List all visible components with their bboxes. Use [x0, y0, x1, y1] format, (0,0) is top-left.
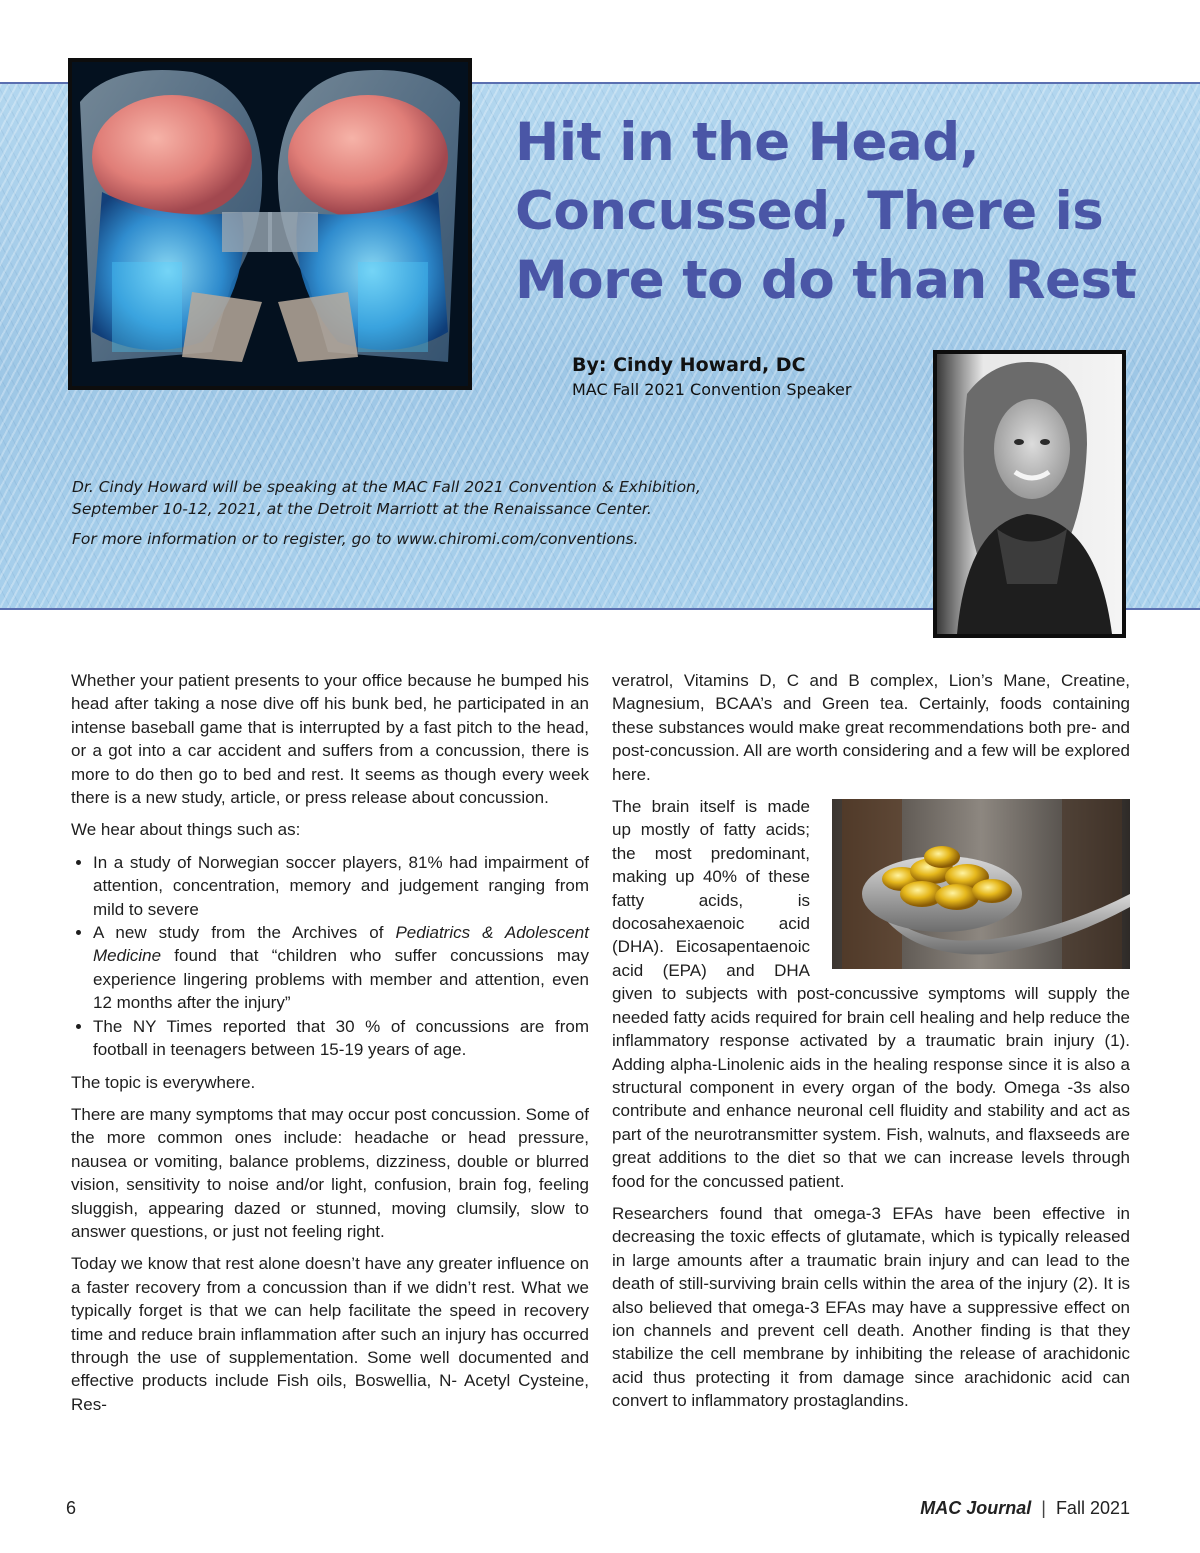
footer-separator: | — [1041, 1498, 1046, 1518]
journal-title: MAC Journal — [920, 1498, 1032, 1518]
paragraph: Whether your patient presents to your office because he bumped his head after taking a nose dive off his bunk bed, he participated in an intense baseball game that is interrupted by a fast pitch to the head, or a got into a car accident and suffers from a concussion, there is more to do then go to bed and rest. It seems as though every week there is a new study, article, or press release about concussion. — [71, 671, 589, 808]
helmets-xray-illustration — [72, 62, 468, 386]
list-item-text: found that “children who suffer concussions may experience lingering problems with member and attention, even 12 months after the injury” — [93, 946, 589, 1013]
list-item: • In a study of Norwegian soccer players, 81% had impairment of attention, concentration, memory and judgement ranging from mild to severe — [93, 851, 589, 921]
journal-name: Pediatrics & Adolescent Medicine — [93, 923, 589, 966]
page-number: 6 — [66, 1498, 77, 1518]
issue-label: Fall 2021 — [1055, 1498, 1130, 1518]
paragraph: The brain itself is made up mostly of fatty acids; the most predominant, making up 40% of these fatty acids, is docosahexaenoic acid (DHA). Eicosapentaenoic acid (EPA) and DHA given to subjects with post-concussive symptoms will supply the needed fatty acids required for brain cell healing and help reduce the inflammatory response activated by a traumatic brain injury (1). Adding alpha-Linolenic aids in the healing response since it is also a structural component in every organ of the body. Omega -3s also contribute and enhance neuronal cell fluidity and stability and act as part of the neurotransmitter system. Fish, walnuts, and flaxseeds are great additions to the diet so that we can increase levels through food for the concussed patient. — [612, 797, 1130, 1191]
author-role: MAC Fall 2021 Convention Speaker — [572, 380, 852, 399]
fish-oil-capsules-image — [832, 799, 1130, 969]
column-left — [71, 669, 589, 1425]
bullet-list — [71, 851, 589, 1062]
convention-note-details: Dr. Cindy Howard will be speaking at the MAC Fall 2021 Convention & Exhibition, September 10-12, 2021, at the Detroit Marriott at the Renaissance Center. — [72, 478, 701, 518]
author-portrait — [933, 350, 1126, 638]
hero-image-helmets-xray — [68, 58, 472, 390]
author-photo — [937, 354, 1122, 634]
convention-note-register: For more information or to register, go to www.chiromi.com/conventions. — [72, 530, 639, 548]
fish-oil-spoon-photo — [832, 799, 1130, 969]
author-byline: By: Cindy Howard, DC — [572, 354, 806, 376]
paragraph: The topic is everywhere. — [71, 1072, 256, 1092]
list-item-text: A new study from the Archives of — [93, 923, 396, 943]
paragraph: There are many symptoms that may occur post concussion. Some of the more common ones include: headache or head pressure, nausea or vomiting, balance problems, dizziness, double or blurred vision, sensitivity to noise and/or light, confusion, brain fog, feeling sluggish, appearing dazed or stunned, moving clumsily, slow to answer questions, or just not feeling right. — [71, 1104, 589, 1241]
article-title: Hit in the Head, Concussed, There is More to do than Rest — [515, 112, 1137, 311]
paragraph: Today we know that rest alone doesn’t have any greater influence on a faster recovery from a concussion than if we didn’t rest. What we typically forget is that we can help facilitate the speed in recovery time and reduce brain inflammation after such an injury has occurred through the use of supplementation. Some well documented and effective products include Fish oils, Boswellia, N- Acetyl Cysteine, Res- — [71, 1254, 589, 1414]
list-item — [93, 921, 589, 1015]
footer-publication — [920, 1498, 1130, 1519]
column-right — [612, 669, 1130, 1422]
convention-note — [72, 476, 752, 558]
paragraph: Researchers found that omega-3 EFAs have been effective in decreasing the toxic effects of glutamate, which is typically released in large amounts after a traumatic brain injury and can lead to the death of still-surviving brain cells within the area of the injury (2). It is also believed that omega-3 EFAs may have a suppressive effect on ion channels and prevent cell death. Another finding is that they stabilize the cell membrane by inhibiting the release of arachidonic acid thus protecting it from damage since arachidonic acid can convert to inflammatory prostaglandins. — [612, 1203, 1130, 1411]
list-item: • The NY Times reported that 30 % of concussions are from football in teenagers between 15-19 years of age. — [93, 1015, 589, 1062]
paragraph: veratrol, Vitamins D, C and B complex, Lion’s Mane, Creatine, Magnesium, BCAA’s and Green tea. Certainly, foods containing these substances would make great recommendations both pre- and post-concussion. All are worth considering and a few will be explored here. — [612, 671, 1130, 784]
paragraph: We hear about things such as: — [71, 820, 301, 840]
